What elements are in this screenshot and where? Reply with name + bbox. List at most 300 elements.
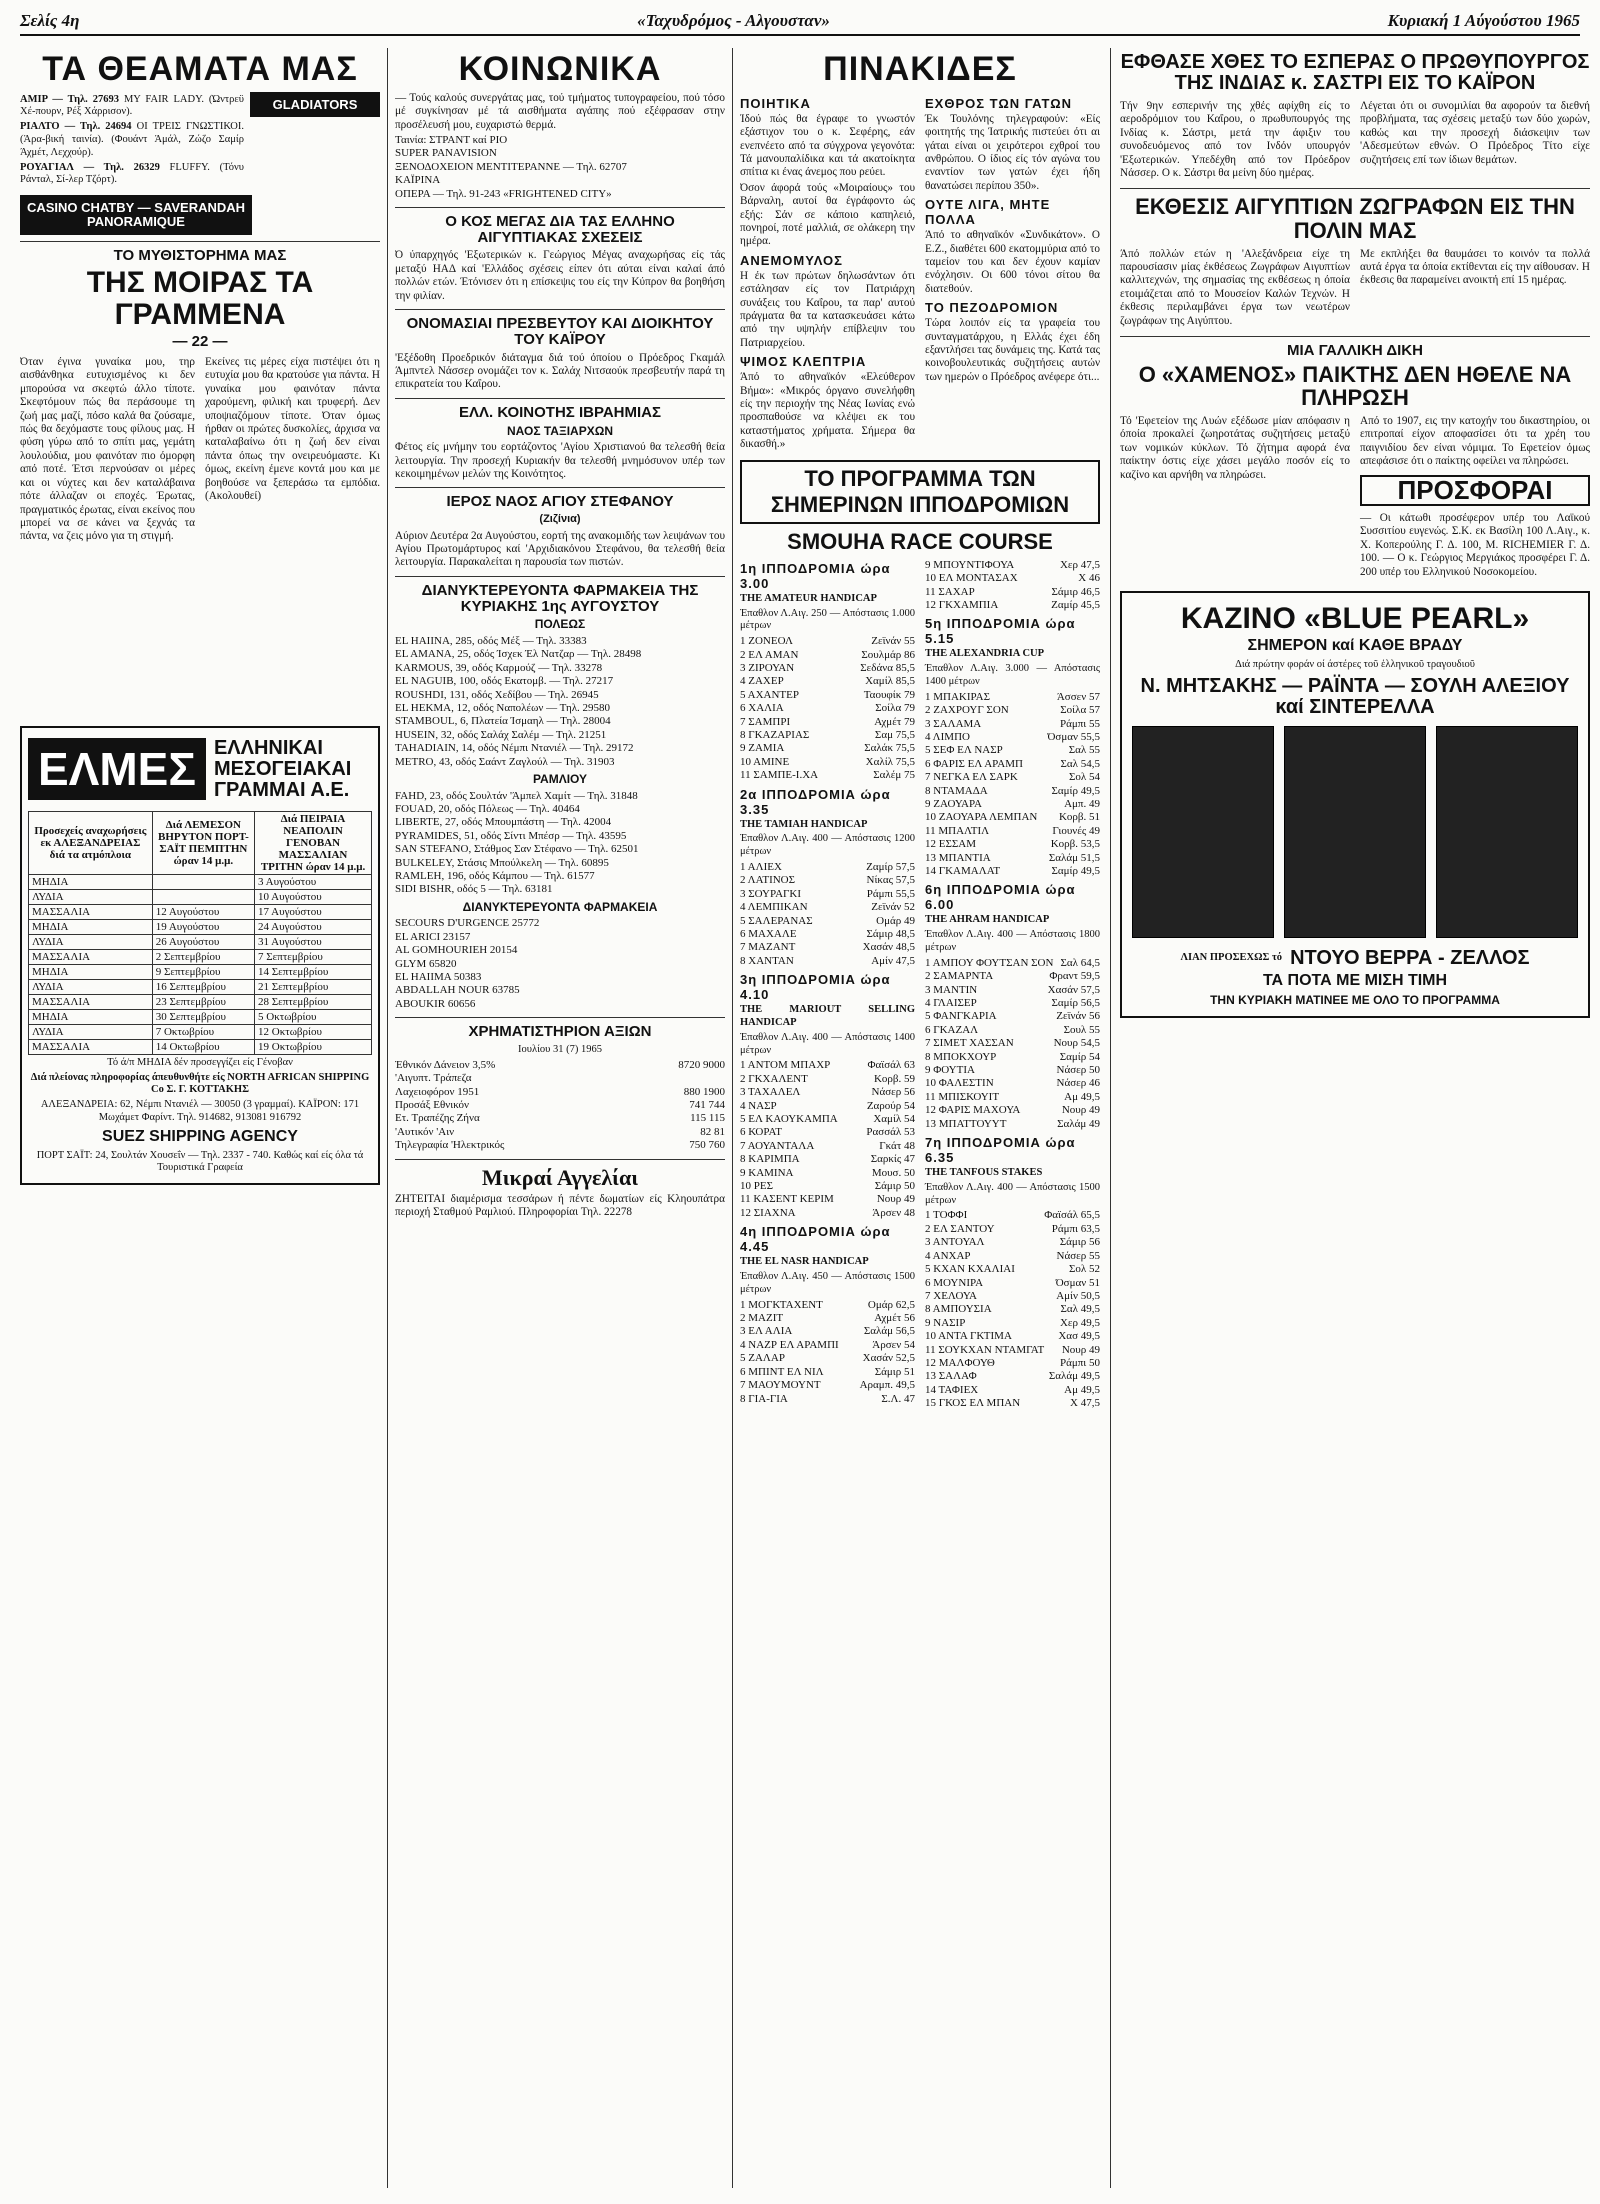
schedule-row <box>29 979 372 994</box>
horse-entry-value: Σουλμάρ 86 <box>861 648 915 661</box>
social-heading: ΚΟΙΝΩΝΙΚΑ <box>458 50 662 88</box>
schedule-row <box>29 949 372 964</box>
horse-entry-value: Χερ 47,5 <box>1059 558 1100 571</box>
horse-entry <box>740 1379 915 1392</box>
horse-entry-label: 9 ΚΑΜΙΝΑ <box>740 1166 794 1179</box>
horse-entry-value: Σαμίρ 49,5 <box>1051 865 1100 878</box>
horse-entry-value: Χασάν 52,5 <box>862 1352 915 1365</box>
emergency-item-label: SECOURS D'URGENCE 25772 <box>395 917 540 930</box>
cinema-item: ΡΟΥΑΓΙΑΛ — Τηλ. 26329 FLUFFY. (Τόνυ Ράνταλ, Σί-λερ Τζόρτ). <box>20 161 244 186</box>
horse-entry-label: 2 ΛΑΤΙΝΟΣ <box>740 874 796 887</box>
schedule-cell: ΛΥΔΙΑ <box>29 979 153 994</box>
horse-entry-label: 13 ΜΠΑΤΤΟΥΥΤ <box>925 1117 1007 1130</box>
horse-entry-value: Νουρ 54,5 <box>1053 1037 1100 1050</box>
schedule-row <box>29 919 372 934</box>
horse-entry <box>925 1104 1100 1117</box>
schedule-cell: 7 Οκτωβρίου <box>152 1024 254 1039</box>
horse-entry <box>925 1077 1100 1090</box>
schedule-header: Διά ΛΕΜΕΣΟΝ ΒΗΡΥΤΟΝ ΠΟΡΤ-ΣΑΪΤ ΠΕΜΠΤΗΝ ώραν 14 μ.μ. <box>152 811 254 874</box>
horse-entry-value: Αμπ. 49 <box>1064 797 1100 810</box>
novel-text: Όταν έγινα γυναίκα μου, τηρ αισθάνθηκα ευτυχισμένος κι δεν μπορούσα να σκεφτώ άλλο τίποτε. Σκεφτόμουν πώς θα περάσουμε τη ζωή μας μαζί, πόσο καλά θα ζούσαμε, πώς θα δεχόμαστε τους φίλους μας. Η φύση γύρω από το σπίτι μας, γεμάτη λουλούδια, μου φαινόταν πιο όμορφη από ποτέ. Έτσι περνούσαν οι μέρες και οι νύχτες και δεν καταλάβαινα πότε άλλαζαν οι εποχές. Έρωτας, πραγματικός έρωτας, είναι εκείνος που μπορεί να σε κάνει να ξεχνάς τα πάντα, να ζεις μόνο για τη στιγμή. <box>20 356 195 543</box>
pharmacy-item <box>395 742 725 755</box>
stock-row <box>395 1072 725 1085</box>
windmill-text: Η έκ των πρώτων δηλωσάντων ότι εστάλησαν είς τον Πατριάρχη συνάξεις του Καΐρου, τα παρ' αυτού πράγματα θα τα κατασκευάσει κάτω από την υψηλήν επίβλεψιν του Πατριαρχείου. <box>740 269 915 349</box>
horse-entry-value: Ζεϊνάν 55 <box>871 635 915 648</box>
horse-entry-value: Όσμαν 55,5 <box>1047 730 1100 743</box>
schedule-cell: 23 Σεπτεμβρίου <box>152 994 254 1009</box>
schedule-cell: ΜΑΣΣΑΛΙΑ <box>29 904 153 919</box>
horse-entry-value: Σαλάμ 49,5 <box>1048 1370 1100 1383</box>
horse-entry-label: 3 ΑΝΤΟΥΑΛ <box>925 1236 985 1249</box>
horse-entry-value: Ράμπι 50 <box>1059 1356 1100 1369</box>
race-programme-heading: ΤΟ ΠΡΟΓΡΑΜΜΑ ΤΩΝ ΣΗΜΕΡΙΝΩΝ ΙΠΠΟΔΡΟΜΙΩΝ <box>740 460 1100 524</box>
horse-entry-label: 7 ΣΙΜΕΤ ΧΑΣΣΑΝ <box>925 1037 1014 1050</box>
stock-row-label: Έθνικόν Δάνειον 3,5% <box>395 1058 496 1071</box>
horse-entry <box>740 635 915 648</box>
horse-entry-value: Ζεϊνάν 56 <box>1056 1010 1100 1023</box>
horse-entry-value: Κορβ. 53,5 <box>1050 838 1100 851</box>
stock-row-label: Λαχειοφόρον 1951 <box>395 1085 480 1098</box>
cinema-list <box>20 92 244 190</box>
horse-entry <box>925 957 1100 970</box>
race-info: Έπαθλον Λ.Αιγ. 3.000 — Απόστασις 1400 μέτρων <box>925 663 1100 687</box>
race-heading: 1η ΙΠΠΟΔΡΟΜΙΑ ώρα 3.00 <box>740 560 891 591</box>
exhibition-text: Με εκπλήξει θα θαυμάσει το κοινόν τα πολλά αυτά έργα τα όποία εκτίθενται είς την αίθουσαν. Η έκθεσις θα παραμείνει ανοικτή επί 15 ημέρας. <box>1360 247 1590 287</box>
horse-entry <box>925 1384 1100 1397</box>
race-heading: 4η ΙΠΠΟΔΡΟΜΙΑ ώρα 4.45 <box>740 1224 891 1255</box>
elmes-ad <box>20 726 380 1185</box>
horse-entry-label: 3 ΣΟΥΡΑΓΚΙ <box>740 887 802 900</box>
horse-list <box>740 861 915 968</box>
horse-entry <box>925 731 1100 744</box>
horse-list <box>740 635 915 782</box>
horse-entry <box>925 1277 1100 1290</box>
schedule-cell: ΜΗΔΙΑ <box>29 1009 153 1024</box>
horse-entry <box>740 1113 915 1126</box>
offers-text: — Οι κάτωθι προσέφερον υπέρ του Λαϊκού Συσσιτίου ευγενώς. Σ.Κ. εκ Βασίλη 100 Λ.Αιγ., κ. Χ. Κοπερούλης Γ. Δ. 100, Μ. RICHEMIER Γ. Δ. 100. — Ο κ. Γεώργιος Μεργιάκος προσφέρει Γ. Δ. 200 υπέρ του Ελληνικού Νοσοκομείου. <box>1360 511 1590 578</box>
horse-entry-value: Αμίν 47,5 <box>871 954 915 967</box>
horse-entry <box>925 1263 1100 1276</box>
horse-entry-value: Σαλάμ 49 <box>1057 1117 1100 1130</box>
horse-entry-label: 11 ΣΑΜΠΕ-Ι.ΧΑ <box>740 769 819 782</box>
horse-entry-value: Άρσεν 54 <box>872 1338 915 1351</box>
little-heading: ΟΥΤΕ ΛΙΓΑ, ΜΗΤΕ ΠΟΛΛΑ <box>925 197 1051 228</box>
stock-row-label: Προσάξ Εθνικόν <box>395 1099 469 1112</box>
pharmacy-item-label: HUSEIN, 32, οδός Σαλάχ Σαλέμ — Τηλ. 21251 <box>395 728 607 741</box>
pharmacy-item-label: METRO, 43, οδός Σαάντ Ζαγλούλ — Τηλ. 31903 <box>395 755 615 768</box>
stock-row <box>395 1099 725 1112</box>
pharmacy-item-label: ROUSHDI, 131, οδός Χεδίβου — Τηλ. 26945 <box>395 688 599 701</box>
horse-entry-value: Γκάτ 48 <box>879 1139 915 1152</box>
horse-entry <box>925 771 1100 784</box>
horse-list <box>740 1059 915 1220</box>
horse-entry-label: 3 ΤΑΧΑΛΕΛ <box>740 1086 801 1099</box>
horse-entry-label: 10 ΑΝΤΑ ΓΚΤΙΜΑ <box>925 1330 1012 1343</box>
horse-list <box>925 1209 1100 1410</box>
schedule-cell: 26 Αυγούστου <box>152 934 254 949</box>
races-left <box>740 557 915 1413</box>
relations-text: Ό ύπαρχηγός 'Εξωτερικών κ. Γεώργιος Μέγας αναχωρήσας είς τάς μεταξύ ΗΑΔ καί 'Ελλάδος σχέσεις είπεν ότι αύται είναι καλαί άπό πολλών ετών. Έτόνισεν ότι η επίσκεψις του είς την Κύπρον θα βοηθήση την φιλίαν. <box>395 249 725 302</box>
horse-entry <box>925 704 1100 717</box>
cinema-item: ΑΜΙΡ — Τηλ. 27693 MY FAIR LADY. (Ώντρεϋ Χέ-πουρν, Ρέξ Χάρρισον). <box>20 93 244 118</box>
horse-entry-value: Σάμιρ 48,5 <box>866 928 915 940</box>
stock-row <box>395 1086 725 1099</box>
pharmacy-item-label: EL NAGUIB, 100, οδός Εκατομβ. — Τηλ. 27217 <box>395 675 614 688</box>
stock-row-value: 8720 9000 <box>678 1058 725 1071</box>
horse-entry <box>925 1064 1100 1077</box>
horse-entry-label: 1 ΜΠΑΚΙΡΑΣ <box>925 690 990 703</box>
stock-row-value: 750 760 <box>689 1139 725 1152</box>
horse-entry-label: 11 ΣΟΥΚΧΑΝ ΝΤΑΜΓΑΤ <box>925 1343 1045 1356</box>
race-name: THE EL NASR HANDICAP <box>740 1256 869 1268</box>
horse-entry-label: 4 ΛΕΜΠΙΚΑΝ <box>740 901 808 914</box>
pharmacy-item-label: SAN STEFANO, Στάθμος Σαν Στέφανο — Τηλ. 62501 <box>395 843 639 856</box>
horse-entry-value: Σάμιρ 50 <box>874 1180 915 1193</box>
pharmacy-item-label: KARMOUS, 39, οδός Καρμούζ — Τηλ. 33278 <box>395 661 603 674</box>
horse-entry-label: 2 ΖΑΧΡΟΥΓ ΣΟΝ <box>925 704 1009 717</box>
pharmacy-item-label: LIBERTE, 27, οδός Μπουμπάστη — Τηλ. 42004 <box>395 816 612 829</box>
horse-entry-label: 1 ΖΟΝΕΟΛ <box>740 635 793 648</box>
horse-entry-value: Σαλάμ 56,5 <box>863 1325 915 1338</box>
pharmacies-heading: ΔΙΑΝΥΚΤΕΡΕΥΟΝΤΑ ΦΑΡΜΑΚΕΙΑ ΤΗΣ ΚΥΡΙΑΚΗΣ 1ης ΑΥΓΟΥΣΤΟΥ <box>421 581 699 615</box>
horse-entry-label: 5 ΑΧΑΝΤΕΡ <box>740 688 799 701</box>
ambassador-heading: ΟΝΟΜΑΣΙΑΙ ΠΡΕΣΒΕΥΤΟΥ ΚΑΙ ΔΙΟΙΚΗΤΟΥ ΤΟΥ ΚΑΪΡΟΥ <box>406 315 714 348</box>
horse-entry-label: 7 ΜΑΟΥΜΟΥΝΤ <box>740 1379 821 1392</box>
race-heading: 6η ΙΠΠΟΔΡΟΜΙΑ ώρα 6.00 <box>925 882 1076 913</box>
horse-entry <box>925 1209 1100 1222</box>
stock-row-label: 'Αιγυπτ. Τράπεζα <box>395 1072 472 1085</box>
horse-entry-value: Αχμέτ 79 <box>874 715 915 728</box>
novel-title: ΤΗΣ ΜΟΙΡΑΣ ΤΑ ΓΡΑΜΜΕΝΑ <box>86 266 314 331</box>
issue-date: Κυριακή 1 Αύγούστου 1965 <box>1387 11 1580 30</box>
horse-entry-label: 12 ΦΑΡΙΣ ΜΑΧΟΥΑ <box>925 1104 1021 1117</box>
horse-entry <box>925 1357 1100 1370</box>
trial-text: Τό 'Εφετείον της Λυών εξέδωσε μίαν απόφασιν η όποία προκαλεί ζωηροτάτας συζητήσεις μεταξύ των νομικών κύκλων. Τό ζήτημα αφορά ένα παίκτην όστις είχε χάσει μεγάλο ποσόν είς το καζίνο και αρνήθη να πληρώσει. <box>1120 415 1350 481</box>
elmes-logo: ΕΛΜΕΣ <box>28 738 206 800</box>
horse-entry-value: Χερ 49,5 <box>1059 1316 1100 1329</box>
horse-entry <box>925 1317 1100 1330</box>
horse-entry-value: Κορβ. 59 <box>873 1072 915 1085</box>
horse-entry-value: Σαλάμ 51,5 <box>1048 851 1100 864</box>
pharmacy-item <box>395 702 725 715</box>
schedule-cell: 12 Οκτωβρίου <box>255 1024 372 1039</box>
pharmacy-item-label: FOUAD, 20, οδός Πόλεως — Τηλ. 40464 <box>395 803 580 816</box>
horse-entry <box>740 955 915 968</box>
horse-entry-value: Νάσερ 56 <box>871 1086 915 1099</box>
horse-entry <box>740 861 915 874</box>
novel-chapter: — 22 — <box>172 333 228 351</box>
pharmacy-item <box>395 648 725 661</box>
stefanos-text: Αύριον Δευτέρα 2α Αυγούστου, εορτή της ανακομιδής των λειψάνων του Αγίου Πρωτομάρτυρος καί 'Αρχιδιακόνου Στεφάνου, θα τελεσθή θεία λειτουργία. Παρακαλείται η παρουσία των πιστών. <box>395 529 725 569</box>
horse-entry-value: Σαλ 49,5 <box>1060 1303 1100 1316</box>
artist-photo <box>1436 726 1578 938</box>
horse-entry-label: 14 ΓΚΑΜΑΛΑΤ <box>925 865 1001 878</box>
horse-entry-value: Σάμιρ 46,5 <box>1051 585 1100 598</box>
horse-entry-label: 11 ΜΠΑΛΤΙΛ <box>925 824 990 837</box>
stock-row <box>395 1139 725 1152</box>
horse-entry <box>925 1236 1100 1249</box>
trial-heading: Ο «ΧΑΜΕΝΟΣ» ΠΑΙΚΤΗΣ ΔΕΝ ΗΘΕΛΕ ΝΑ ΠΛΗΡΩΣΗ <box>1138 361 1572 410</box>
blue-pearl-ad <box>1120 591 1590 1018</box>
horse-entry-value: Σάμιρ 56 <box>1059 1236 1100 1249</box>
horse-entry <box>925 691 1100 704</box>
pharmacy-item <box>395 662 725 675</box>
horse-entry-value: Ομάρ 62,5 <box>867 1298 915 1311</box>
stock-row <box>395 1112 725 1125</box>
horse-entry <box>925 1051 1100 1064</box>
horse-entry-label: 9 ΖΑΟΥΑΡΑ <box>925 797 983 810</box>
horse-entry-label: 11 ΚΑΣΕΝΤ ΚΕΡΙΜ <box>740 1193 834 1206</box>
column-social <box>395 48 725 1222</box>
horse-entry-label: 8 ΜΠΟΚΧΟΥΡ <box>925 1050 997 1063</box>
theatre-ad-line <box>395 161 725 174</box>
pharmacy-item <box>395 635 725 648</box>
horse-entry-label: 7 ΣΑΜΠΡΙ <box>740 715 791 728</box>
metro-ad-title: GLADIATORS <box>250 92 380 118</box>
horse-entry-label: 4 ΖΑΧΕΡ <box>740 675 784 688</box>
column-rule <box>1110 48 1111 2188</box>
horse-entry-label: 13 ΜΠΑΝΤΙΑ <box>925 851 991 864</box>
horse-entry <box>740 675 915 688</box>
horse-entry-value: Ράμπι 55 <box>1059 717 1100 730</box>
emergency-item <box>395 944 725 957</box>
schedule-cell: ΜΗΔΙΑ <box>29 874 153 889</box>
church-heading: ΝΑΟΣ ΤΑΞΙΑΡΧΩΝ <box>506 423 613 438</box>
pharmacy-item <box>395 715 725 728</box>
pharmacy-item-label: STAMBOUL, 6, Πλατεία Ίσμαηλ — Τηλ. 28004 <box>395 715 611 728</box>
horse-entry-label: 4 ΓΛΑΙΣΕΡ <box>925 997 977 1010</box>
horse-entry <box>925 758 1100 771</box>
promo-label: ΛΙΑΝ ΠΡΟΣΕΧΩΣ τό <box>1180 952 1283 964</box>
metro-ad <box>250 92 380 190</box>
horse-entry <box>925 1024 1100 1037</box>
horse-entry-label: 2 ΜΑΖΙΤ <box>740 1312 784 1325</box>
stock-row-value: 880 1900 <box>683 1085 725 1098</box>
horse-entry <box>925 559 1100 572</box>
pharmacy-item-label: FAHD, 23, οδός Σουλτάν 'Άμπελ Χαμίτ — Τηλ. 31848 <box>395 789 638 802</box>
horse-entry <box>740 874 915 887</box>
horse-entry-label: 6 ΧΑΛΙΑ <box>740 702 784 715</box>
schedule-cell <box>152 874 254 889</box>
column-notes <box>740 48 1100 1413</box>
horse-entry-label: 6 ΦΑΡΙΣ ΕΛ ΑΡΑΜΠ <box>925 757 1023 770</box>
classified-ad: ΖΗΤΕΙΤΑΙ διαμέρισμα τεσσάρων ή πέντε δωματίων είς Κληουπάτρα περιοχή Σταθμού Ραμλιού. Πληροφορίαι Τηλ. 22278 <box>395 1192 725 1219</box>
horse-entry <box>925 785 1100 798</box>
horse-entry <box>925 1330 1100 1343</box>
horse-entry-label: 12 ΜΑΛΦΟΥΘ <box>925 1356 995 1369</box>
horse-entry-value: Νουρ 49 <box>1061 1104 1100 1117</box>
horse-entry-label: 9 ΦΟΥΤΙΑ <box>925 1064 975 1077</box>
schedule-cell: 17 Αυγούστου <box>255 904 372 919</box>
emergency-item <box>395 917 725 930</box>
kleptria-heading: ΨΙΜΟΣ ΚΛΕΠΤΡΙΑ <box>740 354 867 370</box>
kleptria-text: Άπό το αθηναϊκόν «Ελεύθερον Βήμα»: «Μικρός όργανο συνελήφθη είς την περιοχήν της Νέας Ιωνίας ενώ προσπαθούσε να κλέψει εκ του καταστήματος χρήματα. Σήμερα θα δικασθή.» <box>740 371 915 451</box>
pharmacies-section: ΡΑΜΛΙΟΥ <box>532 772 588 787</box>
race-name: THE AMATEUR HANDICAP <box>740 592 877 604</box>
windmill-heading: ΑΝΕΜΟΜΥΛΟΣ <box>740 252 843 268</box>
novel-text: Εκείνες τις μέρες είχα πιστέψει ότι η ευτυχία μου θα κρατούσε για πάντα. Η γυναίκα μου φαινόταν πάντα χαρούμενη, φιλική και τρυφερή. Δεν υποψιαζόμουν τίποτε. Όταν όμως ήρθαν οι πρώτες δυσκολίες, άρχισα να καταλαβαίνω ότι η ζωή δεν είναι πάντα όπως την ονειρευόμαστε. Κι όμως, εκείνη έμενε κοντά μου και με βοηθούσε να ξεπεράσω τα εμπόδια. (Ακολουθεί) <box>205 356 380 503</box>
theatre-ad-line <box>395 188 725 201</box>
horse-entry-value: Σοίλα 79 <box>875 702 915 715</box>
horse-entry-label: 3 ΣΑΛΑΜΑ <box>925 717 982 730</box>
schedule-cell: 16 Σεπτεμβρίου <box>152 979 254 994</box>
horse-entry-value: Άσσεν 57 <box>1056 690 1100 703</box>
horse-entry-value: Ομάρ 49 <box>876 914 915 927</box>
theatre-ad-line-label: ΟΠΕΡΑ — Τηλ. 91-243 «FRIGHTENED CITY» <box>395 187 612 200</box>
horse-entry-value: Νουρ 49 <box>876 1193 915 1206</box>
masthead <box>20 8 1580 36</box>
column-theatres <box>20 48 380 1191</box>
horse-entry-label: 6 ΜΠΙΝΤ ΕΛ ΝΙΛ <box>740 1365 824 1378</box>
cinema-item: ΡΙΑΛΤΟ — Τηλ. 24694 ΟΙ ΤΡΕΙΣ ΓΝΩΣΤΙΚΟΙ. (Άρα-βική ταινία). (Φουάντ Άμάλ, Ζώζο Σαμίρ Άχμέτ, Λεχχούρ). <box>20 121 244 158</box>
race-name: THE MARIOUT SELLING HANDICAP <box>740 1004 915 1029</box>
pharmacy-item-label: RAMLEH, 196, οδός Κάμπου — Τηλ. 61577 <box>395 870 595 883</box>
horse-entry <box>740 729 915 742</box>
race-heading: 2α ΙΠΠΟΔΡΟΜΙΑ ώρα 3.35 <box>740 786 891 817</box>
race-info: Έπαθλον Λ.Αιγ. 400 — Απόστασις 1200 μέτρων <box>740 833 915 858</box>
schedule-cell: ΛΥΔΙΑ <box>29 889 153 904</box>
horse-entry-value: Νάσερ 50 <box>1056 1064 1100 1077</box>
horse-entry-label: 3 ΜΑΝΤΙΝ <box>925 983 978 996</box>
horse-list <box>740 1299 915 1406</box>
horse-entry <box>740 1167 915 1180</box>
social-text: — Τούς καλούς συνεργάτας μας, τού τμήματος τυπογραφείου, πού τόσο μέ συγκίνησαν μέ τά αισθήματα αγάπης πού εξέφρασαν στην προσέλευσή μου, ευχαριστώ θερμά. <box>395 91 725 131</box>
horse-entry-label: 8 ΑΜΠΟΥΣΙΑ <box>925 1303 992 1316</box>
emergency-item-label: AL GOMHOURIEH 20154 <box>395 944 518 957</box>
horse-entry-label: 4 ΑΝΧΑΡ <box>925 1249 971 1262</box>
horse-entry <box>925 1250 1100 1263</box>
horse-list <box>925 559 1100 613</box>
horse-entry-value: Σαμίρ 49,5 <box>1051 784 1100 797</box>
stock-row-value: 115 115 <box>690 1112 725 1125</box>
horse-entry-value: Χασ 49,5 <box>1058 1330 1100 1343</box>
pharmacy-item <box>395 843 725 856</box>
horse-entry-value: Σουλ 55 <box>1063 1023 1100 1036</box>
horse-entry-value: Νάσερ 55 <box>1056 1249 1100 1262</box>
ambassador-text: 'Εξέδοθη Προεδρικόν διάταγμα διά τού όποίου ο Πρόεδρος Γκαμάλ Άμπντελ Νάσσερ ονομάζει τον κ. Σαλάχ Νιτσαούκ πρεσβευτήν παρά τη επικρατεία του Καΐρου. <box>395 351 725 391</box>
artist-photos <box>1128 722 1582 942</box>
theatres-heading: ΤΑ ΘΕΑΜΑΤΑ ΜΑΣ <box>42 50 358 88</box>
schedule-row <box>29 1039 372 1054</box>
horse-entry <box>740 662 915 675</box>
emergency-item-label: EL ARICI 23157 <box>395 930 471 943</box>
stocks-table <box>395 1059 725 1153</box>
horse-entry-label: 8 ΓΙΑ-ΓΙΑ <box>740 1392 788 1405</box>
pharmacy-item <box>395 857 725 870</box>
race-heading: 3η ΙΠΠΟΔΡΟΜΙΑ ώρα 4.10 <box>740 972 891 1003</box>
horse-entry-label: 3 ΕΛ ΑΛΙΑ <box>740 1325 793 1338</box>
column-rule <box>387 48 388 2188</box>
horse-entry-label: 9 ΜΠΟΥΝΤΙΦΟΥΑ <box>925 558 1015 571</box>
horse-entry <box>925 1037 1100 1050</box>
horse-entry-value: Χαλίλ 75,5 <box>865 755 915 768</box>
pharmacy-item <box>395 830 725 843</box>
column-rule <box>732 48 733 2188</box>
horse-entry <box>925 1010 1100 1023</box>
drink-prices: ΤΑ ΠΟΤΑ ΜΕ ΜΙΣΗ ΤΙΜΗ <box>1262 972 1448 990</box>
horse-entry <box>740 702 915 715</box>
race-name: THE ALEXANDRIA CUP <box>925 648 1045 660</box>
horse-entry-label: 1 ΑΝΤΟΜ ΜΠΑΧΡ <box>740 1059 831 1072</box>
horse-entry-value: Σ.Λ. 47 <box>881 1392 915 1405</box>
horse-entry <box>925 1290 1100 1303</box>
horse-entry-value: Σάμιρ 51 <box>874 1365 915 1378</box>
horse-entry-label: 5 ΕΛ ΚΑΟΥΚΑΜΠΑ <box>740 1113 838 1126</box>
race-name: THE TANFOUS STAKES <box>925 1167 1043 1179</box>
horse-entry-value: Ταουφίκ 79 <box>863 688 915 701</box>
horse-entry-label: 11 ΣΑΧΑΡ <box>925 585 975 598</box>
schedule-row <box>29 874 372 889</box>
emergency-item-label: ABOUKIR 60656 <box>395 997 476 1010</box>
emergency-item <box>395 958 725 971</box>
race-heading: 7η ΙΠΠΟΔΡΟΜΙΑ ώρα 6.35 <box>925 1135 1076 1166</box>
stocks-date: Ιουλίου 31 (7) 1965 <box>518 1044 602 1056</box>
theatre-ad-line <box>395 174 725 187</box>
schedule-cell <box>152 889 254 904</box>
emergency-item <box>395 998 725 1011</box>
race-info: Έπαθλον Λ.Αιγ. 400 — Απόστασις 1800 μέτρων <box>925 929 1100 954</box>
horse-entry-value: Φαϊσάλ 63 <box>867 1059 915 1072</box>
horse-entry <box>925 1397 1100 1410</box>
horse-entry-label: 9 ΝΑΣΙΡ <box>925 1316 966 1329</box>
horse-entry-value: Φραντ 59,5 <box>1049 970 1100 983</box>
horse-entry <box>740 689 915 702</box>
race-name: THE AHRAM HANDICAP <box>925 914 1050 926</box>
horse-entry-value: Ζεϊνάν 52 <box>871 901 915 914</box>
emergency-heading: ΔΙΑΝΥΚΤΕΡΕΥΟΝΤΑ ΦΑΡΜΑΚΕΙΑ <box>462 899 658 914</box>
horse-entry-value: Χ 46 <box>1078 572 1100 585</box>
horse-entry <box>740 1393 915 1406</box>
pharmacy-item <box>395 756 725 769</box>
promo-title: ΝΤΟΥΟ ΒΕΡΡΑ - ΖΕΛΛΟΣ <box>1290 947 1530 970</box>
horse-entry-label: 8 ΚΑΡΙΜΠΑ <box>740 1153 800 1166</box>
horse-entry-value: Αμίν 50,5 <box>1056 1289 1100 1302</box>
horse-entry <box>925 798 1100 811</box>
horse-entry <box>740 1180 915 1193</box>
stefanos-sub: (Ζιζίνια) <box>539 513 581 526</box>
horse-entry-value: Χαμίλ 54 <box>873 1113 915 1126</box>
community-heading: ΕΛΛ. ΚΟΙΝΟΤΗΣ ΙΒΡΑΗΜΙΑΣ <box>458 403 662 421</box>
horse-entry-label: 5 ΣΑΛΕΡΑΝΑΣ <box>740 914 813 927</box>
race-name: THE TAMIAH HANDICAP <box>740 818 868 830</box>
horse-entry <box>925 1118 1100 1131</box>
horse-entry <box>740 1325 915 1338</box>
poetry-text: Ίδού πώς θα έγραφε το γνωστόν εξάστιχον του ο κ. Σεφέρης, εάν ενεπνέετο από τα σύγχρονα γεγονότα: Τά μανουπαλίδικα και τά ακατοίκητα σπίτια κι ένας άνεμος που ρεύει. <box>740 112 915 179</box>
theatre-ad-line-label: SUPER PANAVISION <box>395 147 497 160</box>
horse-entry <box>740 915 915 928</box>
pharmacy-item-label: SIDI BISHR, οδός 5 — Τηλ. 63181 <box>395 883 553 896</box>
pharmacy-item-label: EL AMANA, 25, οδός Ίσχεκ Έλ Νατζαρ — Τηλ. 28498 <box>395 648 642 661</box>
horse-entry-value: Σοίλα 57 <box>1060 704 1100 717</box>
horse-entry-label: 6 ΚΟΡΑΤ <box>740 1126 782 1139</box>
horse-entry <box>925 1091 1100 1104</box>
emergency-item <box>395 971 725 984</box>
india-text: Λέγεται ότι οι συνομιλίαι θα αφορούν τα διεθνή προβλήματα, τας σχέσεις μεταξύ των δύο χωρών, καθώς και την προσεχή διάσκεψιν των 'Αδεσμεύτων εθνών. Ο Πρόεδρος Τίτο είχε συζητήσεις επί των ίδιων θεμάτων. <box>1360 100 1590 166</box>
horse-entry-value: Χασάν 48,5 <box>862 941 915 954</box>
schedule-row <box>29 934 372 949</box>
schedule-cell: 24 Αυγούστου <box>255 919 372 934</box>
pharmacy-item-label: PYRAMIDES, 51, οδός Σίντι Μπέσρ — Τηλ. 43595 <box>395 829 627 842</box>
horse-entry <box>925 586 1100 599</box>
race-info: Έπαθλον Λ.Αιγ. 450 — Απόστασις 1500 μέτρων <box>740 1271 915 1295</box>
horse-entry-label: 10 ΖΑΟΥΑΡΑ ΛΕΜΠΑΝ <box>925 811 1038 824</box>
race-course-name: SMOUHA RACE COURSE <box>787 528 1053 554</box>
horse-entry-value: Σαλ 64,5 <box>1060 956 1100 969</box>
sailing-schedule <box>28 811 372 1055</box>
horse-entry-value: Νίκας 57,5 <box>866 874 915 887</box>
pharmacy-item <box>395 729 725 742</box>
horse-entry-value: Αχμέτ 56 <box>874 1312 915 1325</box>
